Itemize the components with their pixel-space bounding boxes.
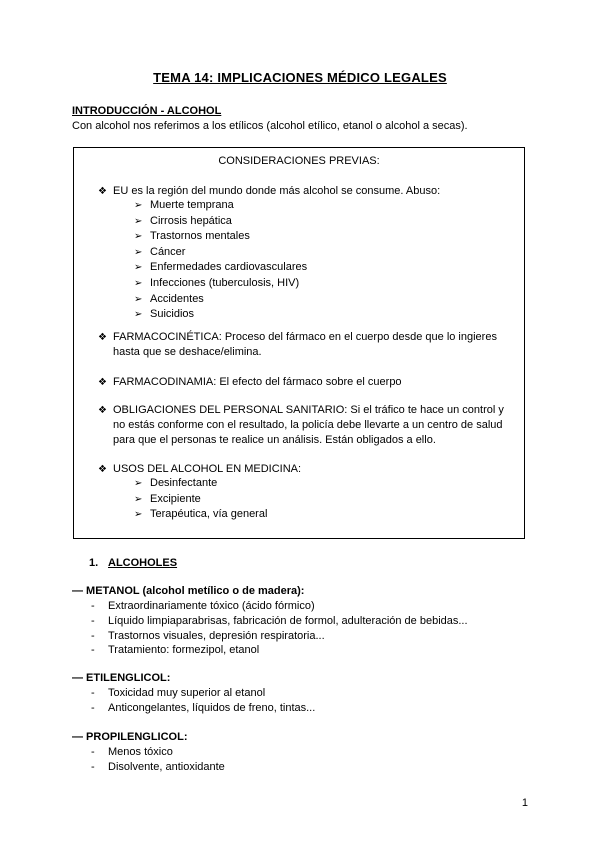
bullet-text: hasta que se deshace/elimina. [113,346,262,358]
list-item: ➢ Infecciones (tuberculosis, HIV) [134,276,307,292]
bullet-text: EU es la región del mundo donde más alcohol se consume. Abuso: [113,185,441,197]
arrow-icon: ➢ [134,231,143,243]
bullet-abuse [98,184,518,199]
intro-heading: INTRODUCCIÓN - ALCOHOL [72,105,222,117]
page-number: 1 [521,797,528,809]
list-item: - Menos tóxico [91,746,173,758]
section-number: 1. [89,557,99,569]
arrow-icon: ➢ [134,277,143,289]
list-item: - Anticongelantes, líquidos de freno, tintas... [91,701,316,714]
box-title: CONSIDERACIONES PREVIAS: [218,155,380,167]
list-item: - Trastornos visuales, depresión respiratoria... [91,629,325,642]
list-item: - Tratamiento: formezipol, etanol [91,644,260,657]
list-item: ➢ Cáncer [134,245,307,261]
arrow-icon: ➢ [134,509,143,521]
bullet-text: USOS DEL ALCOHOL EN MEDICINA: [113,463,302,475]
arrow-icon: ➢ [134,215,143,227]
list-item: ➢ Excipiente [134,492,267,508]
list-item: ➢ Cirrosis hepática [134,214,307,230]
bullet-obligaciones [98,403,518,448]
list-item: ➢ Suicidios [134,307,307,323]
bullet-usos [98,462,518,477]
propilenglicol-heading: — PROPILENGLICOL: [72,731,188,743]
diamond-bullet-icon: ❖ [98,332,107,343]
page-title: TEMA 14: IMPLICACIONES MÉDICO LEGALES [153,70,447,85]
list-item: ➢ Enfermedades cardiovasculares [134,260,307,276]
diamond-bullet-icon: ❖ [98,377,107,388]
list-item: - Disolvente, antioxidante [91,760,225,773]
bullet-farmacodinamia [98,375,518,390]
diamond-bullet-icon: ❖ [98,464,107,475]
metanol-list [91,599,468,658]
etilenglicol-heading: — ETILENGLICOL: [72,672,171,684]
list-item: ➢ Trastornos mentales [134,229,307,245]
propilenglicol-list [91,745,225,775]
considerations-box [73,147,525,539]
arrow-icon: ➢ [134,246,143,258]
metanol-heading: — METANOL (alcohol metílico o de madera): [72,585,305,597]
intro-text: Con alcohol nos referimos a los etílicos (alcohol etílico, etanol o alcohol a secas). [72,120,468,132]
arrow-icon: ➢ [134,200,143,211]
section-heading-alcoholes [89,557,177,569]
bullet-text: OBLIGACIONES DEL PERSONAL SANITARIO: Si el tráfico te hace un control y [113,404,504,416]
diamond-bullet-icon: ❖ [98,186,107,197]
list-item: - Toxicidad muy superior al etanol [91,687,266,699]
bullet-text: no estás conforme con el resultado, la policía debe llevarte a un centro de salud [113,419,503,431]
arrow-icon: ➢ [134,478,143,489]
abuse-sublist [134,198,307,323]
diamond-bullet-icon: ❖ [98,405,107,416]
usos-sublist [134,476,267,523]
list-item: - Líquido limpiaparabrisas, fabricación de formol, adulteración de bebidas... [91,614,468,627]
arrow-icon: ➢ [134,493,143,505]
arrow-icon: ➢ [134,309,143,321]
bullet-farmacocinetica [98,330,518,360]
list-item: ➢ Accidentes [134,292,307,308]
section-label: ALCOHOLES [108,557,178,569]
arrow-icon: ➢ [134,293,143,305]
list-item: ➢ Terapéutica, vía general [134,507,267,523]
list-item: ➢ Muerte temprana [134,198,307,214]
arrow-icon: ➢ [134,262,143,274]
etilenglicol-list [91,686,315,716]
bullet-text: FARMACOCINÉTICA: Proceso del fármaco en el cuerpo desde que lo ingieres [113,331,497,343]
list-item: - Extraordinariamente tóxico (ácido fórmico) [91,600,315,612]
list-item: ➢ Desinfectante [134,476,267,492]
bullet-text: para que el personas te realice un análisis. Están obligados a ello. [113,434,436,446]
bullet-text: FARMACODINAMIA: El efecto del fármaco sobre el cuerpo [113,376,402,388]
